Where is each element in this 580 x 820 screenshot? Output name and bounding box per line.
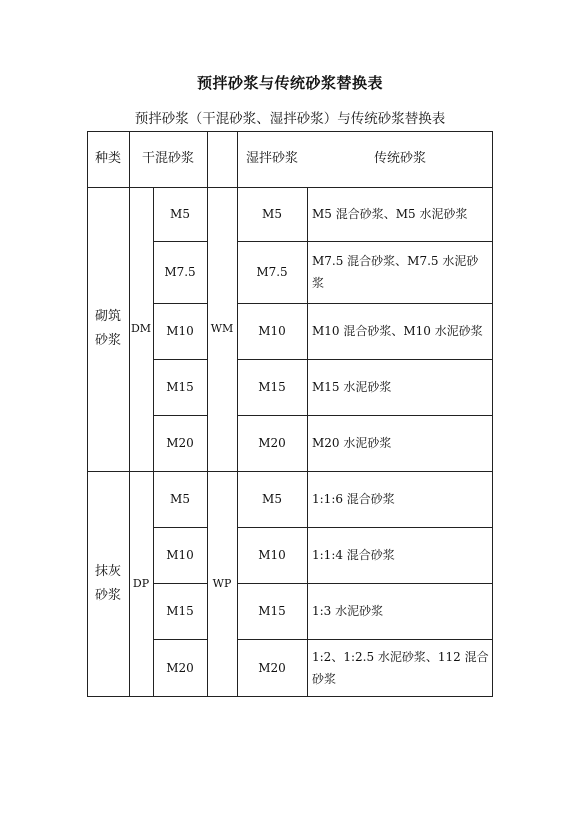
page-title: 预拌砂浆与传统砂浆替换表 (196, 74, 383, 92)
dry-grade-cell: M20 (166, 660, 194, 675)
category-label-line: 砂浆 (94, 587, 121, 603)
wet-code-wm: WM (210, 322, 234, 335)
category-masonry-mortar (87, 187, 129, 471)
dry-grade-cell: M7.5 (164, 265, 196, 279)
category-label-line: 抹灰 (94, 563, 121, 579)
header-traditional-mortar: 传统砂浆 (373, 151, 426, 166)
traditional-cell: M15 水泥砂浆 (312, 380, 392, 394)
table-border-bottom (87, 696, 493, 697)
traditional-cell: 1:1:4 混合砂浆 (312, 548, 395, 562)
dry-grade-cell: M15 (166, 380, 194, 394)
wet-grade-cell: M15 (258, 604, 286, 618)
wet-grade-cell: M5 (262, 207, 282, 221)
dry-grade-cell: M5 (170, 207, 190, 221)
dry-grade-cell: M10 (166, 548, 194, 562)
replacement-table (87, 131, 493, 697)
dry-grade-cell: M20 (166, 436, 194, 450)
dry-code-dp: DP (132, 576, 150, 590)
wet-grade-cell: M20 (258, 436, 286, 450)
traditional-cell: M7.5 混合砂浆、M7.5 水泥砂浆 (312, 254, 479, 290)
wet-grade-cell: M10 (258, 324, 286, 338)
table-caption: 预拌砂浆（干混砂浆、湿拌砂浆）与传统砂浆替换表 (134, 111, 446, 127)
traditional-cell: M5 混合砂浆、M5 水泥砂浆 (312, 207, 468, 221)
traditional-cell: M20 水泥砂浆 (312, 436, 392, 450)
header-dry-mortar: 干混砂浆 (141, 151, 194, 166)
wet-grade-cell: M7.5 (256, 265, 288, 279)
wet-code-wp: WP (212, 576, 232, 590)
dry-grade-cell: M5 (170, 492, 190, 506)
traditional-cell: 1:1:6 混合砂浆 (312, 492, 395, 506)
wet-grade-cell: M20 (258, 660, 286, 675)
category-label-line: 砌筑 (94, 309, 121, 324)
wet-grade-cell: M15 (258, 380, 286, 394)
category-label-line: 砂浆 (94, 333, 121, 348)
traditional-cell: 1:2、1:2.5 水泥砂浆、112 混合砂浆 (312, 649, 489, 686)
header-category: 种类 (94, 151, 121, 166)
dry-code-dm: DM (130, 322, 152, 335)
traditional-cell: M10 混合砂浆、M10 水泥砂浆 (312, 324, 483, 338)
dry-grade-cell: M10 (166, 324, 194, 338)
dry-grade-cell: M15 (166, 604, 194, 618)
header-wet-mortar: 湿拌砂浆 (245, 151, 298, 166)
category-plastering-mortar (87, 471, 129, 696)
wet-grade-cell: M10 (258, 548, 286, 562)
wet-grade-cell: M5 (262, 492, 282, 506)
traditional-cell: 1:3 水泥砂浆 (312, 604, 384, 618)
